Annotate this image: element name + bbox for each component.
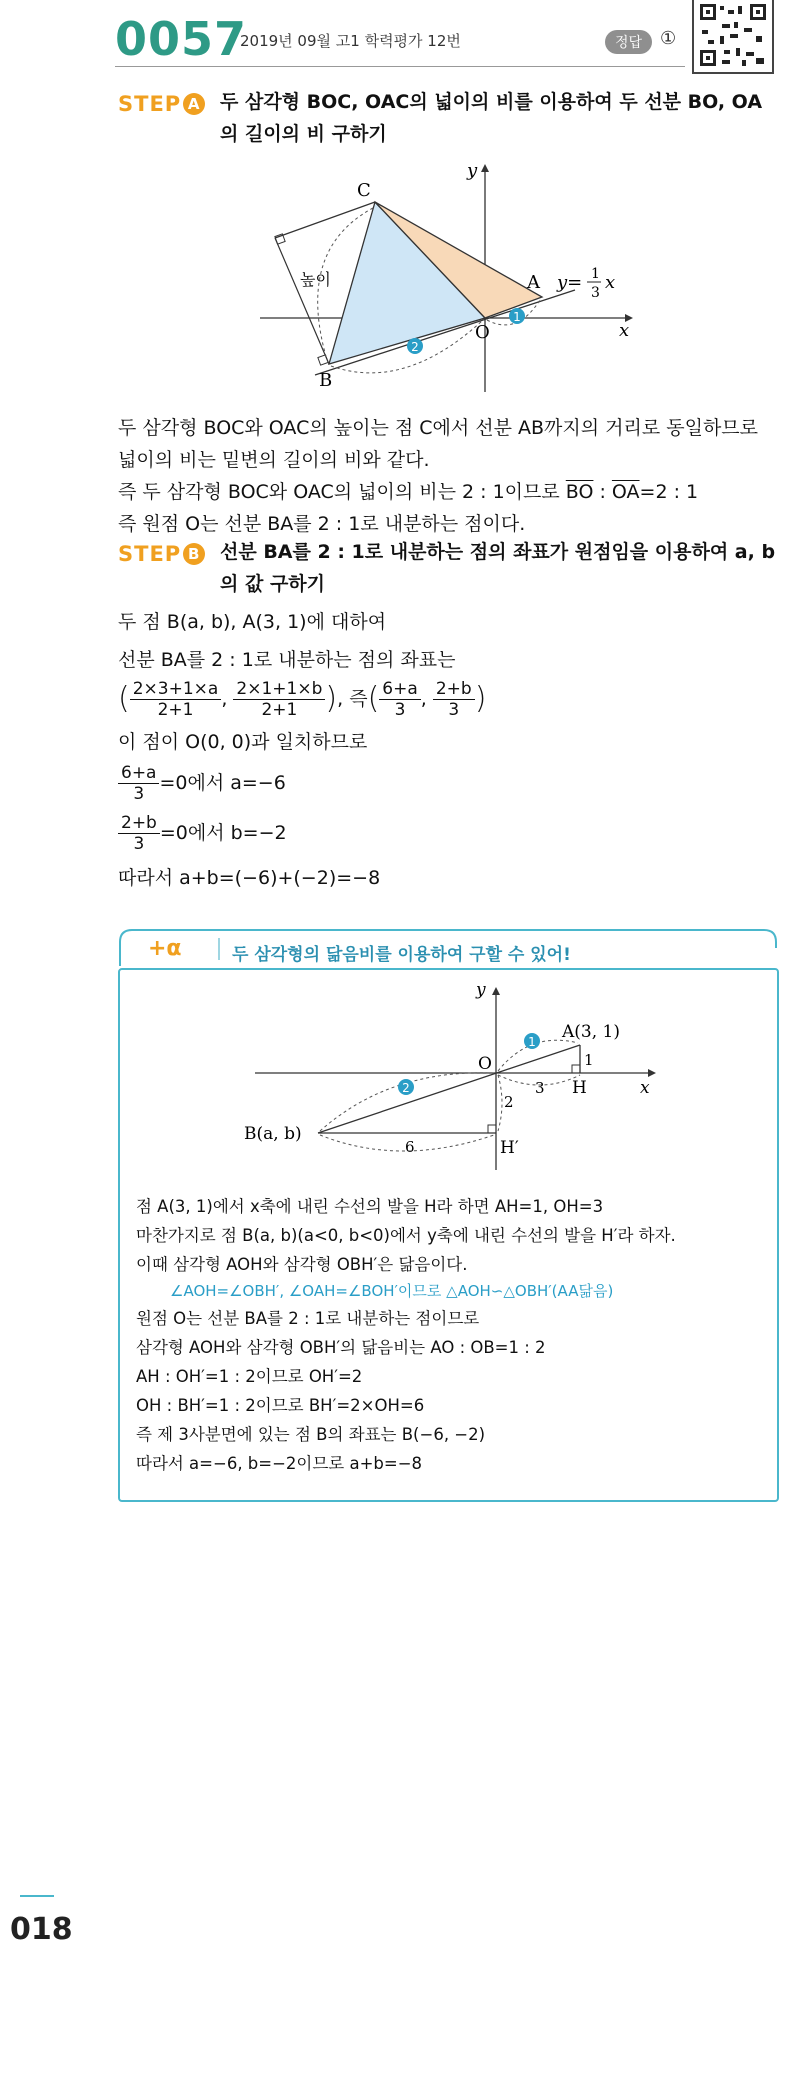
- tip-title: 두 삼각형의 닮음비를 이용하여 구할 수 있어!: [232, 945, 571, 965]
- svg-text:O: O: [478, 1054, 492, 1074]
- final-answer-line: 따라서 a+b=(−6)+(−2)=−8: [118, 867, 381, 889]
- svg-text:2: 2: [402, 1081, 410, 1095]
- coordinate-formula: ( $\frac{2\times 3+1\times a}{2+1}$ , $\frac{2\times 1+1\times b}{2+1}$ ) , 즉 ( $\frac{6+a}{3}$ , $\frac{2+b}{3}$ ): [118, 678, 487, 720]
- step-b-label: STEP B: [118, 542, 205, 566]
- svg-text:x: x: [619, 320, 630, 341]
- svg-text:A: A: [527, 272, 540, 293]
- tip-explanation: 점 A(3, 1)에서 x축에 내린 수선의 발을 H라 하면 AH=1, OH=3 마찬가지로 점 B(a, b)(a<0, b<0)에서 y축에 내린 수선의 발을 H′라 하자. 이때 삼각형 AOH와 삼각형 OBH′은 닮음이다. ∠AOH=∠OBH′, ∠OAH=∠BOH′이므로 △AOH∽△OBH′(AA닮음) 원점 O는 선분 BA를 2 : 1로 내분하는 점이므로 삼각형 AOH와 삼각형 OBH′의 닮음비는 AO : OB=1 : 2 AH : OH′=1 : 2이므로 OH′=2 OH : BH′=1 : 2이므로 BH′=2×OH=6 즉 제 3사분면에 있는 점 B의 좌표는 B(−6, −2) 따라서 a=−6, b=−2이므로 a+b=−8: [136, 1192, 766, 1478]
- svg-text:1: 1: [528, 1035, 536, 1049]
- plus-alpha-icon: +α: [148, 936, 182, 961]
- equation-b: $\frac{2+b}{3}$ =0에서 b=−2: [118, 808, 788, 858]
- svg-text:2: 2: [504, 1093, 514, 1111]
- svg-text:3: 3: [591, 285, 600, 301]
- svg-text:3: 3: [535, 1079, 545, 1097]
- svg-text:O: O: [475, 322, 490, 343]
- page-number: 018: [10, 1912, 73, 1947]
- problem-number: 0057: [115, 12, 248, 66]
- triangle-figure: [255, 160, 655, 400]
- svg-text:x: x: [605, 272, 616, 293]
- page-number-rule: [20, 1895, 54, 1897]
- svg-text:1: 1: [584, 1051, 594, 1069]
- svg-text:높이: 높이: [300, 270, 331, 289]
- svg-text:x: x: [640, 1078, 650, 1098]
- svg-text:1: 1: [591, 266, 600, 282]
- svg-text:H′: H′: [500, 1138, 519, 1158]
- step-b-title: 선분 BA를 2 : 1로 내분하는 점의 좌표가 원점임을 이용하여 a, b 의 값 구하기: [220, 541, 776, 595]
- svg-text:2: 2: [411, 340, 419, 354]
- tip-divider: [218, 938, 220, 960]
- svg-text:y=: y=: [557, 272, 583, 293]
- step-a-label: STEP A: [118, 92, 205, 116]
- qr-code[interactable]: [692, 0, 774, 74]
- header-divider: [115, 66, 685, 67]
- svg-text:B(a, b): B(a, b): [244, 1124, 302, 1144]
- svg-text:B: B: [319, 370, 333, 391]
- svg-text:y: y: [476, 980, 486, 1000]
- svg-text:y: y: [467, 160, 478, 181]
- equation-a: $\frac{6+a}{3}$ =0에서 a=−6: [118, 758, 788, 808]
- svg-text:1: 1: [513, 310, 521, 324]
- step-a-title: 두 삼각형 BOC, OAC의 넓이의 비를 이용하여 두 선분 BO, OA 의 길이의 비 구하기: [220, 91, 763, 145]
- answer-badge: 정답: [605, 30, 652, 54]
- problem-source: 2019년 09월 고1 학력평가 12번: [240, 32, 461, 50]
- answer-value: ①: [660, 28, 677, 49]
- similar-triangle-figure: [244, 980, 670, 1185]
- svg-text:C: C: [357, 180, 371, 201]
- step-b-explanation: 두 점 B(a, b), A(3, 1)에 대하여 선분 BA를 2 : 1로 내분하는 점의 좌표는 ( $\frac{2\times 3+1\times a}{2+1}$ , $\frac{2\times 1+1\times b}{2+1}$ ) , 즉 ( $\frac{6+a}{3}$ , $\frac{2+b}{3}$ ) 이 점이 O(0, 0)과 일치하므로 $\frac{6+a}{3}$ =0에서 a=−6 $\frac{2+b}{3}$ =0에서 b=−2 따라서 a+b=(−6)+(−2)=−8: [118, 606, 788, 894]
- svg-text:H: H: [572, 1078, 587, 1098]
- svg-text:A(3, 1): A(3, 1): [562, 1022, 620, 1042]
- qr-code-icon: [694, 0, 772, 72]
- similarity-note: ∠AOH=∠OBH′, ∠OAH=∠BOH′이므로 △AOH∽△OBH′(AA닮음): [170, 1282, 614, 1300]
- step-a-explanation: 두 삼각형 BOC와 OAC의 높이는 점 C에서 선분 AB까지의 거리로 동일하므로 넓이의 비는 밑변의 길이의 비와 같다. 즉 두 삼각형 BOC와 OAC의 넓이의 비는 2 : 1이므로 $\overline{BO}$ : $\overline{OA}=2$ : 1 즉 원점 O는 선분 BA를 2 : 1로 내분하는 점이다.: [118, 417, 759, 535]
- svg-text:6: 6: [405, 1138, 415, 1156]
